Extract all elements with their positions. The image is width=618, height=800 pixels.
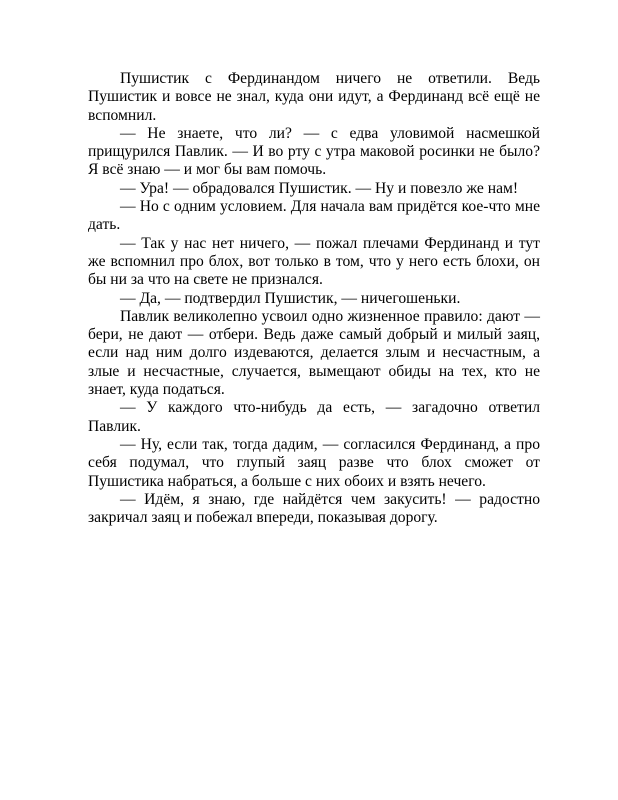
body-text	[88, 70, 540, 527]
paragraph: — Ну, если так, тогда дадим, — согласился Фердинанд, а про себя подумал, что глупый заяц разве что блох сможет от Пушистика набраться, а больше с них обоих и взять нечего.	[88, 435, 540, 490]
paragraph: — Не знаете, что ли? — с едва уловимой насмешкой прищурился Павлик. — И во рту с утра маковой росинки не было? Я всё знаю — и мог бы вам помочь.	[88, 124, 540, 179]
paragraph: Пушистик с Фердинандом ничего не ответили. Ведь Пушистик и вовсе не знал, куда они идут, а Фердинанд всё ещё не вспомнил.	[88, 70, 540, 124]
paragraph: — Но с одним условием. Для начала вам придётся кое-что мне дать.	[88, 198, 540, 234]
paragraph: — Да, — подтвердил Пушистик, — ничегошеньки.	[120, 289, 461, 307]
paragraph: Павлик великолепно усвоил одно жизненное правило: дают — бери, не дают — отбери. Ведь даже самый добрый и милый заяц, если над ним долго издеваются, делается злым и несчастным, а злые и несчастные, случается, вымещают обиды на тех, кто не знает, куда податься.	[88, 307, 540, 399]
paragraph: — Ура! — обрадовался Пушистик. — Ну и повезло же нам!	[120, 179, 519, 197]
paragraph: — Так у нас нет ничего, — пожал плечами Фердинанд и тут же вспомнил про блох, вот только в том, что у него есть блохи, он бы ни за что на свете не признался.	[88, 234, 540, 289]
paragraph: — У каждого что-нибудь да есть, — загадочно ответил Павлик.	[88, 399, 540, 435]
paragraph: — Идём, я знаю, где найдётся чем закусить! — радостно закричал заяц и побежал впереди, показывая дорогу.	[88, 490, 540, 527]
